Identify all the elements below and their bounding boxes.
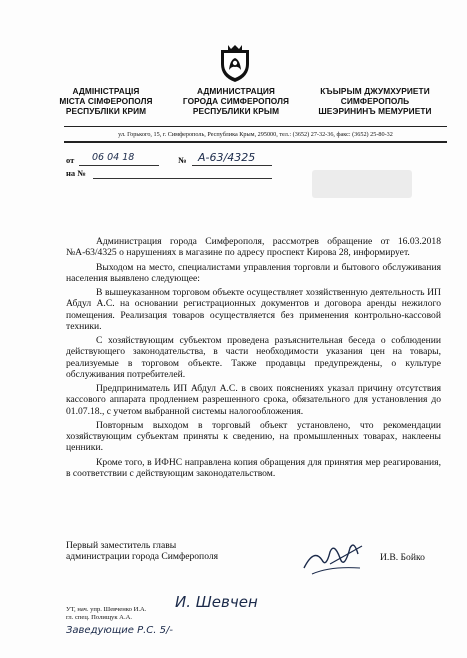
header-russian bbox=[170, 86, 302, 116]
header-ru-line: ГОРОДА СИМФЕРОПОЛЯ bbox=[182, 96, 290, 106]
body-paragraph: Выходом на место, специалистами управления торговли и бытового обслуживания населения выявлено следующее: bbox=[66, 261, 441, 284]
header-ua-line: АДМІНІСТРАЦІЯ bbox=[72, 86, 140, 96]
reg-on-label: на № bbox=[66, 168, 86, 178]
header-ua-line: РЕСПУБЛІКИ КРИМ bbox=[65, 106, 147, 116]
header-crimean-tatar bbox=[300, 86, 450, 116]
header-address: ул. Горького, 15, г. Симферополь, Республика Крым, 295000, тел.: (3652) 27-32-36, факс: (3652) 25-80-32 bbox=[118, 131, 393, 138]
reg-date-line bbox=[79, 165, 159, 166]
header-ru-line: РЕСПУБЛИКИ КРЫМ bbox=[192, 106, 280, 116]
executor-handwritten-signature: И. Шевчен bbox=[175, 593, 258, 611]
body-paragraph: Предприниматель ИП Абдул А.С. в своих пояснениях указал причину отсутствия кассового аппарата продлением разрешенного срока, обязательного для установления до 01.07.18., с учетом выбранной системы налогообложения. bbox=[66, 383, 441, 417]
signatory-position bbox=[66, 540, 218, 563]
crimea-coat-of-arms-icon bbox=[218, 44, 252, 84]
redacted-addressee bbox=[312, 170, 412, 198]
body-paragraph: Кроме того, в ИФНС направлена копия обращения для принятия мер реагирования, в соответствии с действующим законодательством. bbox=[66, 456, 441, 479]
header-rule-top bbox=[64, 126, 447, 127]
reg-number: А-63/4325 bbox=[198, 151, 256, 164]
body-paragraph: Повторным выходом в торговый объект установлено, что рекомендации хозяйствующим субъектам приняты к сведению, на промышленных товарах, наклеены ценники. bbox=[66, 419, 441, 454]
letter-body bbox=[66, 236, 441, 482]
header-ua-line: МІСТА СІМФЕРОПОЛЯ bbox=[59, 96, 153, 106]
header-rule-bottom bbox=[64, 141, 447, 143]
reg-on-line bbox=[93, 178, 272, 179]
header-kt-line: КЪЫРЫМ ДЖУМХУРИЕТИ bbox=[320, 86, 430, 96]
signatory-position-line: Первый заместитель главы bbox=[66, 540, 177, 551]
header-kt-line: ШЕЭРИНИНЪ МЕМУРИЕТИ bbox=[318, 106, 432, 116]
body-paragraph: Администрация города Симферополя, рассмотрев обращение от 16.03.2018 №А-63/4325 о нарушениях в магазине по адресу проспект Кирова 28, информирует. bbox=[66, 236, 441, 259]
reg-number-label: № bbox=[178, 155, 187, 165]
body-paragraph: В вышеуказанном торговом объекте осуществляет хозяйственную деятельность ИП Абдул А.С. на основании регистрационных документов и договора аренды нежилого помещения. Реализация товаров осуществляется без применения контрольно-кассовой техники. bbox=[66, 287, 441, 332]
handwritten-signature bbox=[300, 538, 370, 580]
reg-from-label: от bbox=[66, 155, 75, 165]
executor-line: гл. спец. Полищук А.А. bbox=[66, 614, 133, 621]
handwritten-note: Заведующие Р.С. 5/- bbox=[66, 625, 173, 636]
header-ru-line: АДМИНИСТРАЦИЯ bbox=[197, 86, 275, 96]
header-kt-line: СИМФЕРОПОЛЬ bbox=[340, 96, 410, 106]
header-ukrainian bbox=[46, 86, 166, 116]
executor-line: УТ, нач. упр. Шевченко И.А. bbox=[66, 606, 147, 613]
signatory-name: И.В. Бойко bbox=[380, 552, 425, 563]
body-paragraph: С хозяйствующим субъектом проведена разъяснительная беседа о соблюдении действующего законодательства, в части необходимости указания цен на товары, реализуемые в торговом объекте. Также продавцы предупреждены, о культуре обслуживания потребителей. bbox=[66, 335, 441, 380]
executors-block bbox=[66, 606, 146, 622]
reg-date: 06 04 18 bbox=[92, 152, 135, 163]
reg-number-line bbox=[192, 165, 272, 166]
signatory-position-line: администрации города Симферополя bbox=[66, 551, 219, 563]
